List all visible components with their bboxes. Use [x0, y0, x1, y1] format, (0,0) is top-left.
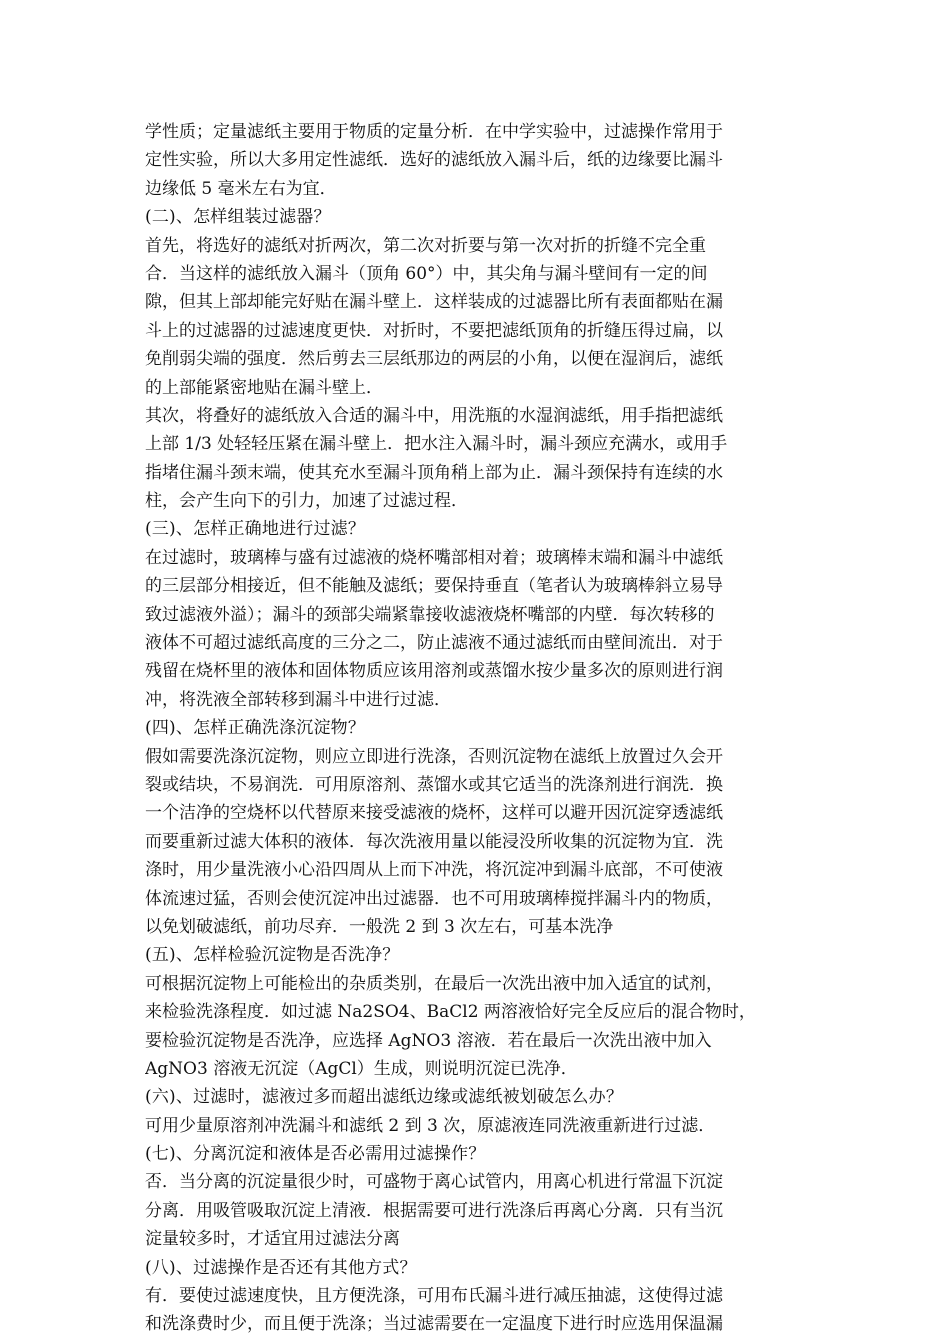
text-line: 涤时，用少量洗液小心沿四周从上而下冲洗，将沉淀冲到漏斗底部，不可使液 — [145, 860, 723, 881]
text-line: 学性质；定量滤纸主要用于物质的定量分析．在中学实验中，过滤操作常用于 — [145, 122, 723, 142]
section-heading-5: (五)、怎样检验沉淀物是否洗净？ — [145, 945, 400, 966]
text-line: 分离．用吸管吸取沉淀上清液．根据需要可进行洗涤后再离心分离．只有当沉 — [145, 1200, 723, 1221]
text-line: 来检验洗涤程度．如过滤 Na2SO4、BaCl2 两溶液恰好完全反应后的混合物时， — [145, 1002, 756, 1023]
text-line: 可用少量原溶剂冲洗漏斗和滤纸 2 到 3 次，原滤液连同洗液重新进行过滤． — [145, 1115, 716, 1136]
section-heading-8: (八)、过滤操作是否还有其他方式？ — [145, 1257, 417, 1278]
text-line: 的三层部分相接近，但不能触及滤纸；要保持垂直（笔者认为玻璃棒斜立易导 — [145, 576, 723, 597]
text-line: 上部 1/3 处轻轻压紧在漏斗壁上．把水注入漏斗时，漏斗颈应充满水，或用手 — [145, 434, 728, 455]
text-line: 可根据沉淀物上可能检出的杂质类别，在最后一次洗出液中加入适宜的试剂， — [145, 973, 723, 994]
text-line: 假如需要洗涤沉淀物，则应立即进行洗涤，否则沉淀物在滤纸上放置过久会开 — [145, 746, 723, 767]
text-line: 冲，将洗液全部转移到漏斗中进行过滤． — [145, 689, 451, 710]
text-line: 指堵住漏斗颈末端，使其充水至漏斗顶角稍上部为止．漏斗颈保持有连续的水 — [145, 462, 723, 483]
text-line: 免削弱尖端的强度．然后剪去三层纸那边的两层的小角，以便在湿润后，滤纸 — [145, 349, 723, 370]
section-heading-3: (三)、怎样正确地进行过滤？ — [145, 519, 366, 540]
text-line: 其次，将叠好的滤纸放入合适的漏斗中，用洗瓶的水湿润滤纸，用手指把滤纸 — [145, 405, 723, 426]
text-line: 要检验沉淀物是否洗净，应选择 AgNO3 溶液．若在最后一次洗出液中加入 — [145, 1030, 712, 1051]
text-line: 隙，但其上部却能完好贴在漏斗壁上．这样装成的过滤器比所有表面都贴在漏 — [145, 292, 723, 313]
text-line: 液体不可超过滤纸高度的三分之二，防止滤液不通过滤纸而由壁间流出．对于 — [145, 633, 723, 654]
section-heading-7: (七)、分离沉淀和液体是否必需用过滤操作？ — [145, 1144, 486, 1165]
text-line: AgNO3 溶液无沉淀（AgCl）生成，则说明沉淀已洗净． — [145, 1058, 578, 1079]
text-line: 柱，会产生向下的引力，加速了过滤过程． — [145, 491, 468, 512]
text-line: 致过滤液外溢）；漏斗的颈部尖端紧靠接收滤液烧杯嘴部的内壁．每次转移的 — [145, 604, 715, 625]
text-line: 一个洁净的空烧杯以代替原来接受滤液的烧杯，这样可以避开因沉淀穿透滤纸 — [145, 803, 723, 824]
text-line: 淀量较多时，才适宜用过滤法分离 — [145, 1229, 400, 1250]
document-body — [145, 118, 805, 1339]
section-heading-4: (四)、怎样正确洗涤沉淀物？ — [145, 718, 366, 739]
text-line: 否．当分离的沉淀量很少时，可盛物于离心试管内，用离心机进行常温下沉淀 — [145, 1172, 723, 1193]
section-heading-6: (六)、过滤时，滤液过多而超出滤纸边缘或滤纸被划破怎么办？ — [145, 1087, 624, 1108]
text-line: 以免划破滤纸，前功尽弃．一般洗 2 到 3 次左右，可基本洗净 — [145, 916, 614, 937]
text-line: 体流速过猛，否则会使沉淀冲出过滤器．也不可用玻璃棒搅拌漏斗内的物质， — [145, 888, 723, 909]
text-line: 的上部能紧密地贴在漏斗壁上． — [145, 377, 383, 398]
text-line: 裂或结块，不易润洗．可用原溶剂、蒸馏水或其它适当的洗涤剂进行润洗．换 — [145, 774, 723, 795]
text-line: 定性实验，所以大多用定性滤纸．选好的滤纸放入漏斗后，纸的边缘要比漏斗 — [145, 150, 723, 171]
text-line: 首先，将选好的滤纸对折两次，第二次对折要与第一次对折的折缝不完全重 — [145, 235, 706, 256]
text-line: 残留在烧杯里的液体和固体物质应该用溶剂或蒸馏水按少量多次的原则进行润 — [145, 661, 723, 682]
text-line: 在过滤时，玻璃棒与盛有过滤液的烧杯嘴部相对着；玻璃棒末端和漏斗中滤纸 — [145, 547, 723, 568]
text-line: 边缘低 5 毫米左右为宜． — [145, 178, 337, 199]
text-line: 合．当这样的滤纸放入漏斗（顶角 60°）中，其尖角与漏斗壁间有一定的间 — [145, 263, 708, 284]
text-line: 斗上的过滤器的过滤速度更快．对折时，不要把滤纸顶角的折缝压得过扁，以 — [145, 320, 723, 341]
section-heading-2: (二)、怎样组装过滤器？ — [145, 207, 331, 228]
text-line: 和洗涤费时少，而且便于洗涤；当过滤需要在一定温度下进行时应选用保温漏 — [145, 1314, 723, 1335]
text-line: 而要重新过滤大体积的液体．每次洗液用量以能浸没所收集的沉淀物为宜．洗 — [145, 831, 723, 852]
text-line: 有．要使过滤速度快，且方便洗涤，可用布氏漏斗进行减压抽滤，这使得过滤 — [145, 1286, 723, 1307]
